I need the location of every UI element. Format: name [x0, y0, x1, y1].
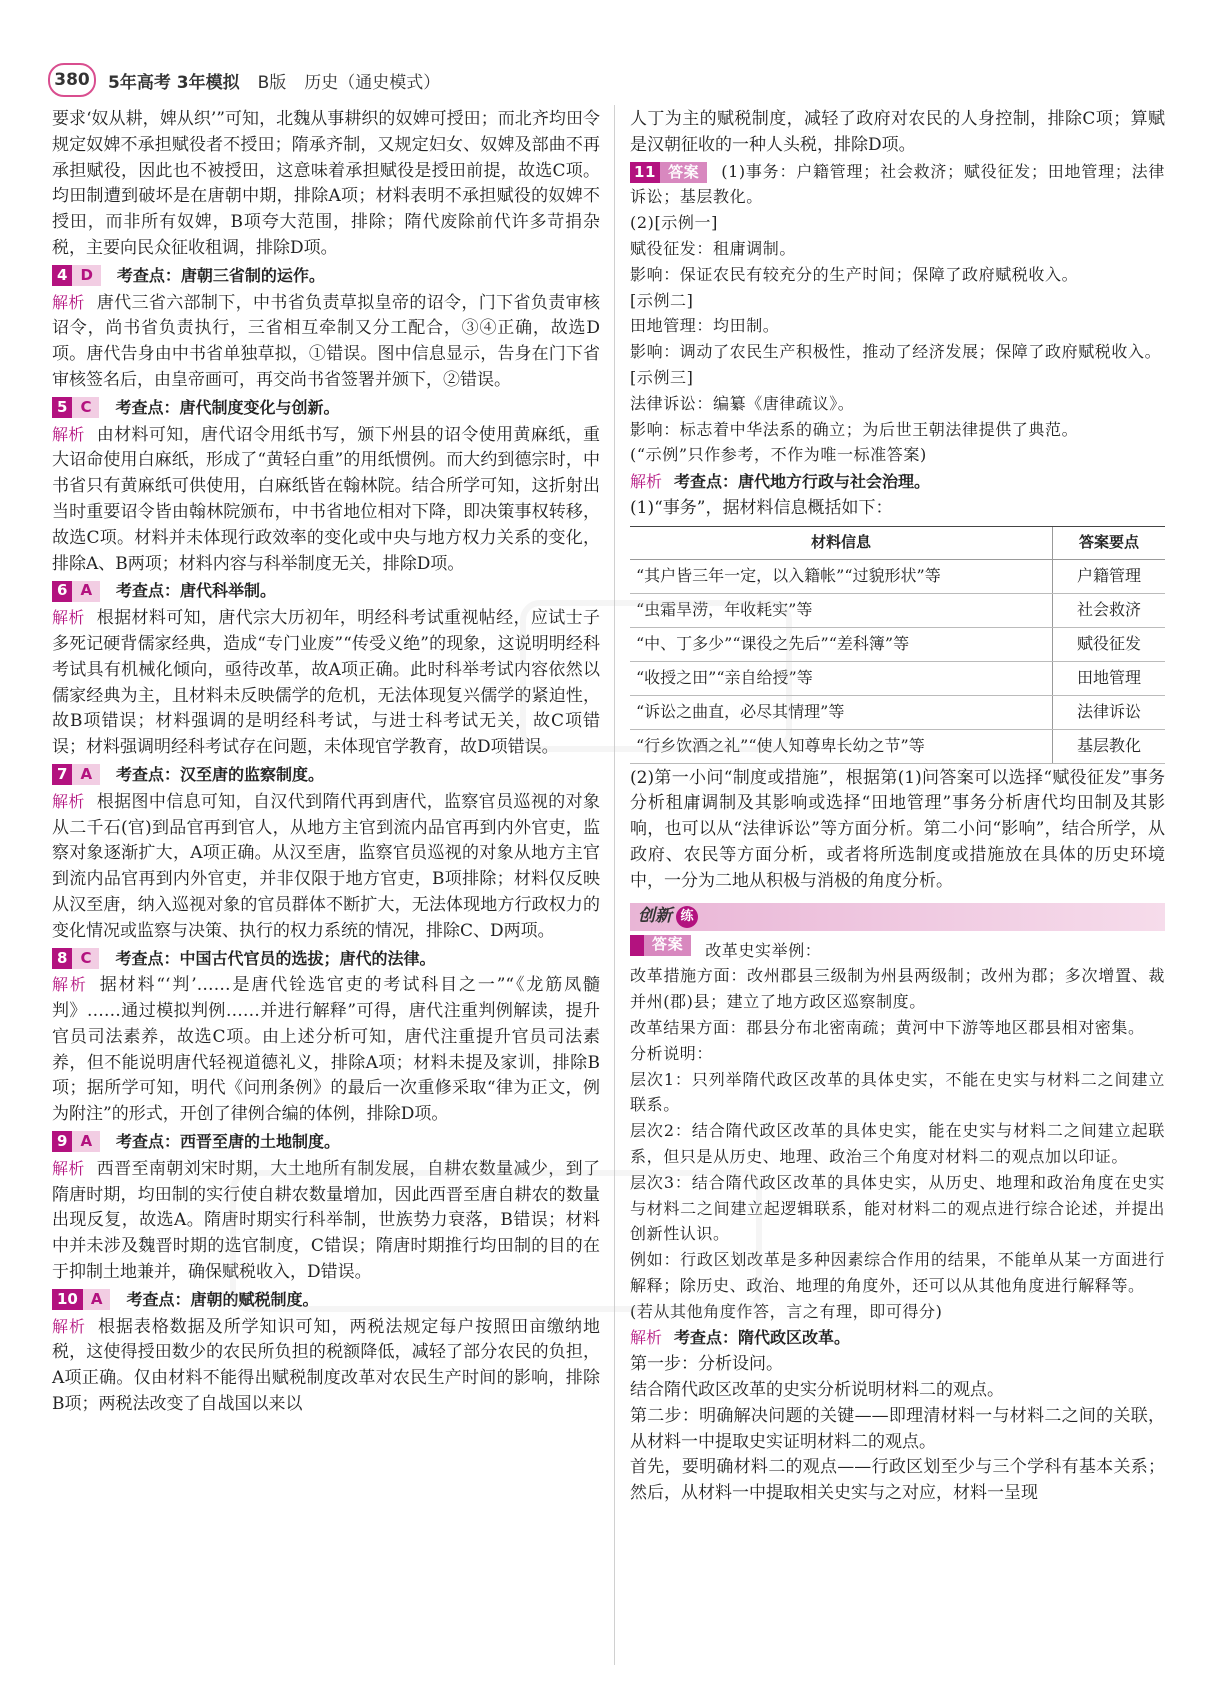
analysis-line: (1)“事务”，据材料信息概括如下： — [630, 497, 893, 518]
analysis-label: 解析 — [52, 424, 85, 444]
answer-line: [示例二] — [630, 290, 694, 310]
innovation-label: 创新 — [638, 905, 672, 926]
answer-badge: 6 A — [52, 581, 100, 602]
column-divider — [614, 105, 615, 1665]
answer-line: 层次2：结合隋代政区改革的具体史实，能在史实与材料二之间建立起联系，但只是从历史、地理、政治三个角度对材料二的观点加以印证。 — [630, 1121, 1165, 1166]
question-6-header — [52, 578, 600, 604]
question-7-analysis: 解析 根据图中信息可知，自汉代到隋代再到唐代，监察官员巡视的对象从二千石(官)到品官再到官人，从地方主官到流内品官再到内外官吏，监察对象逐渐扩大，A项正确。从汉至唐，监察官员巡视的对象从地方主官到流内品官再到内外官吏，并非仅限于地方官吏，B项排除；材料仅反映从汉至唐，纳入巡视对象的官员群体不断扩大，无法体现地方行政权力的变化情况或监察与决策、执行的权力系统的情况，排除C、D两项。 — [52, 791, 600, 941]
analysis-line: 第一步：分析设问。 — [630, 1354, 783, 1375]
table-header-row — [630, 526, 1165, 559]
page-number: 380 — [48, 63, 96, 97]
book-title-line — [108, 68, 440, 93]
answer-line: 层次1：只列举隋代政区改革的具体史实，不能在史实与材料二之间建立联系。 — [630, 1069, 1165, 1115]
answer-line: 改革措施方面：改州郡县三级制为州县两级制；改州为郡；多次增置、裁并州(郡)县；建立了地方政区巡察制度。 — [630, 966, 1165, 1012]
answer-line: 影响：保证农民有较充分的生产时间；保障了政府赋税收入。 — [630, 264, 1079, 284]
exam-point: 考查点：隋代政区改革。 — [674, 1328, 851, 1348]
practice-icon: 练 — [676, 906, 698, 928]
table-cell: 赋役征发 — [1053, 627, 1166, 661]
table-cell: “诉讼之曲直，必尽其情理”等 — [630, 695, 1053, 729]
page-header — [48, 60, 1174, 100]
table-header: 材料信息 — [630, 526, 1053, 559]
table-row — [630, 729, 1165, 763]
answer-line: 层次3：结合隋代政区改革的具体史实，从历史、地理和政治角度在史实与材料二之间建立起逻辑联系，能对材料二的观点进行综合论述，并提出创新性认识。 — [630, 1172, 1165, 1244]
right-column — [630, 107, 1165, 1507]
table-cell: 法律诉讼 — [1053, 695, 1166, 729]
question-7-header — [52, 762, 600, 788]
book-edition: B版 — [257, 72, 287, 93]
table-row — [630, 661, 1165, 695]
answer-line: 影响：标志着中华法系的确立；为后世王朝法律提供了典范。 — [630, 419, 1079, 439]
question-4-header — [52, 263, 600, 289]
table-cell: 基层教化 — [1053, 729, 1166, 763]
question-9-header — [52, 1129, 600, 1155]
paragraph-continued: 人丁为主的赋税制度，减轻了政府对农民的人身控制，排除C项；算赋是汉朝征收的一种人头税，排除D项。 — [630, 109, 1165, 155]
analysis-label: 解析 — [52, 791, 85, 811]
table-row — [630, 627, 1165, 661]
question-8-analysis: 解析 据材料“‘判’……是唐代铨选官吏的考试科目之一”“《龙筋凤髓判》……通过模拟判例……并进行解释”可得，唐代注重判例解读，提升官员司法素养，故选C项。由上述分析可知，唐代注重提升官员司法素养，但不能说明唐代轻视道德礼义，排除A项；材料未提及家训，排除B项；据所学可知，明代《问刑条例》的最后一次重修采取“律为正文，例为附注”的形式，开创了律例合编的体例，排除D项。 — [52, 975, 600, 1125]
answer-line: 田地管理：均田制。 — [630, 316, 780, 336]
table-cell: “虫霜旱涝，年收耗实”等 — [630, 593, 1053, 627]
answer-badge: 7 A — [52, 764, 100, 785]
answer-line: 法律诉讼：编纂《唐律疏议》。 — [630, 393, 855, 413]
question-6-analysis: 解析 根据材料可知，唐代宗大历初年，明经科考试重视帖经，应试士子多死记硬背儒家经典，造成“专门业废”“传受义绝”的现象，这说明明经科考试具有机械化倾向，亟待改革，故A项正确。此时科举考试内容依然以儒家经典为主，且材料未反映儒学的危机，无法体现复兴儒学的紧迫性，故B项错误；材料强调的是明经科考试，与进士科考试无关，故C项错误；材料强调明经科考试存在问题，未体现官学教育，故D项错误。 — [52, 608, 600, 758]
question-11-answer-1: 11 答案 (1)事务：户籍管理；社会救济；赋役征发；田地管理；法律诉讼；基层教化。 — [630, 161, 1165, 207]
innovation-section-bar — [630, 903, 1165, 931]
analysis-line: 结合隋代政区改革的史实分析说明材料二的观点。 — [630, 1380, 1004, 1401]
analysis-label: 解析 — [52, 1316, 86, 1336]
analysis-label: 解析 — [52, 1158, 85, 1178]
answer-note: (“示例”只作参考，不作为唯一标准答案) — [630, 445, 927, 465]
analysis-line: 首先，要明确材料二的观点——行政区划至少与三个学科有基本关系；然后，从材料一中提取相关史实与之对应，材料一呈现 — [630, 1457, 1165, 1504]
table-cell: 社会救济 — [1053, 593, 1166, 627]
analysis-label: 解析 — [630, 472, 663, 492]
answer-line: 例如：行政区划改革是多种因素综合作用的结果，不能单从某一方面进行解释；除历史、政治、地理的角度外，还可以从其他角度进行解释等。 — [630, 1250, 1165, 1295]
analysis-label: 解析 — [52, 292, 85, 312]
question-9-analysis: 解析 西晋至南朝刘宋时期，大土地所有制发展，自耕农数量减少，到了隋唐时期，均田制的实行使自耕农数量增加，因此西晋至唐自耕农的数量出现反复，故选A。隋唐时期实行科举制，世族势力衰落，B错误；材料中并未涉及魏晋时期的选官制度，C错误；隋唐时期推行均田制的目的在于抑制土地兼并，确保赋税收入，D错误。 — [52, 1158, 600, 1283]
table-cell: “中、丁多少”“课役之先后”“差科簿”等 — [630, 627, 1053, 661]
table-row — [630, 559, 1165, 593]
table-cell: “收授之田”“亲自给授”等 — [630, 661, 1053, 695]
question-4-analysis: 解析 唐代三省六部制下，中书省负责草拟皇帝的诏令，门下省负责审核诏令，尚书省负责执行，三省相互牵制又分工配合，③④正确，故选D项。唐代告身由中书省单独草拟，①错误。图中信息显示，告身在门下省审核签名后，由皇帝画可，再交尚书省签署并颁下，②错误。 — [52, 292, 600, 390]
book-subject: 历史（通史模式） — [304, 72, 441, 93]
question-5-analysis: 解析 由材料可知，唐代诏令用纸书写，颁下州县的诏令使用黄麻纸，重大诏命使用白麻纸，形成了“黄轻白重”的用纸惯例。而大约到德宗时，中书省只有黄麻纸可供使用，白麻纸皆在翰林院。结合所学可知，这折射出当时重要诏令皆由翰林院颁布，中书省地位相对下降，即决策事权转移，故选C项。材料并未体现行政效率的变化或中央与地方权力关系的变化，排除A、B两项；材料内容与科举制度无关，排除D项。 — [52, 424, 600, 574]
answer-badge: 9 A — [52, 1131, 100, 1152]
innovation-analysis-header — [630, 1325, 1165, 1351]
question-8-header — [52, 946, 600, 972]
table-cell: “行乡饮酒之礼”“使人知尊卑长幼之节”等 — [630, 729, 1053, 763]
analysis-label: 解析 — [630, 1328, 663, 1348]
book-title: 5年高考 3年模拟 — [108, 72, 240, 93]
analysis-line: 第二步：明确解决问题的关键——即理清材料一与材料二之间的关联，从材料一中提取史实证明材料二的观点。 — [630, 1405, 1165, 1452]
table-header: 答案要点 — [1053, 526, 1166, 559]
answer-badge: 5 C — [52, 397, 99, 418]
table-cell: 田地管理 — [1053, 661, 1166, 695]
answer-line: [示例三] — [630, 367, 694, 387]
table-row — [630, 593, 1165, 627]
table-cell: “其户皆三年一定，以入籍帐”“过貌形状”等 — [630, 559, 1053, 593]
answer-badge: 10 A — [52, 1289, 110, 1310]
question-10-analysis: 解析 根据表格数据及所学知识可知，两税法规定每户按照田亩缴纳地税，这使得授田数少的农民所负担的税额降低，减轻了部分农民的负担，A项正确。仅由材料不能得出赋税制度改革对农民生产时间的影响，排除B项；两税法改变了自战国以来以 — [52, 1316, 600, 1415]
summary-table — [630, 526, 1165, 764]
answer-badge: 答案 — [630, 935, 691, 956]
answer-line: 分析说明： — [630, 1043, 714, 1063]
answer-line: (2)[示例一] — [630, 213, 718, 233]
exam-point: 考查点：西晋至唐的土地制度。 — [116, 1132, 341, 1152]
answer-badge: 4 D — [52, 265, 101, 286]
exam-point: 考查点：唐代科举制。 — [116, 581, 277, 601]
answer-line: 赋役征发：租庸调制。 — [630, 238, 797, 258]
paragraph-intro: 要求‘奴从耕，婢从织’”可知，北魏从事耕织的奴婢可授田；而北齐均田令规定奴婢不承担赋役者不授田；隋承齐制，又规定妇女、奴婢及部曲不再承担赋役，因此也不被授田，这意味着承担赋役是授田前提，故选C项。均田制遭到破坏是在唐朝中期，排除A项；材料表明不承担赋役的奴婢不授田，而非所有奴婢，B项夸大范围，排除；隋代废除前代许多苛捐杂税，主要向民众征收租调，排除D项。 — [52, 109, 600, 258]
exam-point: 考查点：唐朝的赋税制度。 — [126, 1289, 319, 1309]
exam-point: 考查点：中国古代官员的选拔；唐代的法律。 — [115, 948, 436, 968]
question-10-header — [52, 1287, 600, 1313]
question-11-analysis-header — [630, 469, 1165, 495]
exam-point: 考查点：唐代制度变化与创新。 — [115, 397, 340, 417]
question-5-header — [52, 395, 600, 421]
left-column — [52, 107, 600, 1418]
exam-point: 考查点：唐朝三省制的运作。 — [116, 265, 325, 285]
innovation-answer-head: 答案 改革史实举例： — [630, 935, 1165, 964]
analysis-line: (2)第一小问“制度或措施”，根据第(1)问答案可以选择“赋役征发”事务分析租庸调制及其影响或选择“田地管理”事务分析唐代均田制及其影响，也可以从“法律诉讼”等方面分析。第二小问“影响”，结合所学，从政府、农民等方面分析，或者将所选制度或措施放在具体的历史环境中，一分为二地从积极与消极的角度分析。 — [630, 767, 1165, 891]
exam-point: 考查点：汉至唐的监察制度。 — [116, 764, 325, 784]
table-cell: 户籍管理 — [1053, 559, 1166, 593]
analysis-label: 解析 — [52, 975, 88, 995]
answer-line: 改革结果方面：郡县分布北密南疏；黄河中下游等地区郡县相对密集。 — [630, 1017, 1145, 1037]
answer-line: 影响：调动了农民生产积极性，推动了经济发展；保障了政府赋税收入。 — [630, 342, 1162, 362]
analysis-label: 解析 — [52, 608, 85, 628]
answer-badge: 11 答案 — [630, 162, 707, 183]
answer-badge: 8 C — [52, 948, 99, 969]
table-row — [630, 695, 1165, 729]
answer-note: (若从其他角度作答，言之有理，即可得分) — [630, 1301, 943, 1321]
exam-point: 考查点：唐代地方行政与社会治理。 — [674, 472, 931, 492]
